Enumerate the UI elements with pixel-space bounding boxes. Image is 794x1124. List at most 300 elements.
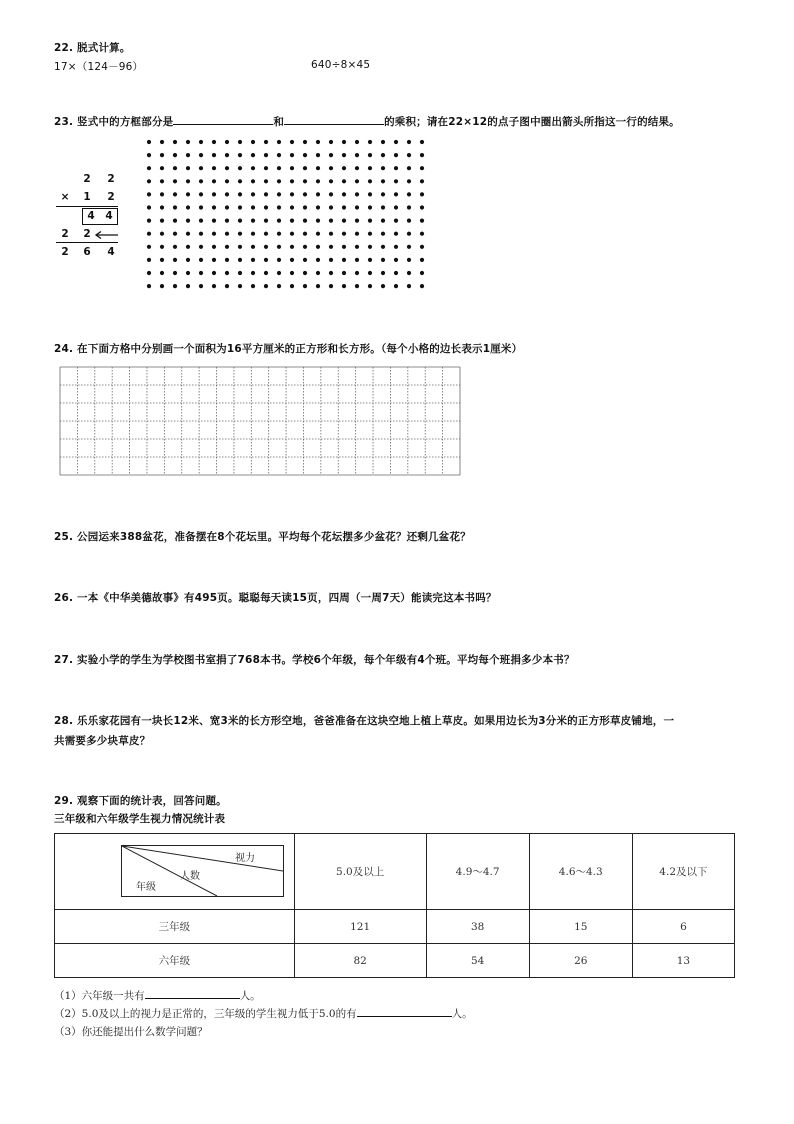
dot[interactable] <box>147 179 151 183</box>
dot[interactable] <box>316 179 320 183</box>
dot[interactable] <box>329 271 333 275</box>
q25-question: 25. 公园运来388盆花，准备摆在8个花坛里。平均每个花坛摆多少盆花？还剩几盆花？ <box>54 531 471 543</box>
dot[interactable] <box>420 179 424 183</box>
dot[interactable] <box>160 192 164 196</box>
q26-question: 26. 一本《中华美德故事》有495页。聪聪每天读15页，四周（一周7天）能读完这本书吗？ <box>54 592 497 604</box>
dot[interactable] <box>355 271 359 275</box>
dot[interactable] <box>355 232 359 236</box>
dot[interactable] <box>186 245 190 249</box>
dot[interactable] <box>394 140 398 144</box>
dot[interactable] <box>290 258 294 262</box>
dot[interactable] <box>186 271 190 275</box>
q29-question: 29. 观察下面的统计表，回答问题。 <box>54 795 227 807</box>
vm-row2-digit: 2 <box>107 191 115 203</box>
dot[interactable] <box>303 219 307 223</box>
column-header: 4.6～4.3 <box>529 834 632 910</box>
dot[interactable] <box>381 284 385 288</box>
dot[interactable] <box>290 166 294 170</box>
dot[interactable] <box>160 205 164 209</box>
dot[interactable] <box>316 245 320 249</box>
q22-expression-1: 17×（124－96） <box>54 61 144 73</box>
dot[interactable] <box>420 192 424 196</box>
vm-line-2 <box>56 242 118 243</box>
dot[interactable] <box>407 192 411 196</box>
dot[interactable] <box>251 271 255 275</box>
dot[interactable] <box>290 219 294 223</box>
dot[interactable] <box>186 205 190 209</box>
dot[interactable] <box>355 140 359 144</box>
dot[interactable] <box>381 205 385 209</box>
dot[interactable] <box>342 166 346 170</box>
dot[interactable] <box>394 245 398 249</box>
dot[interactable] <box>173 153 177 157</box>
dot[interactable] <box>160 166 164 170</box>
dot[interactable] <box>342 179 346 183</box>
dot[interactable] <box>199 219 203 223</box>
dot[interactable] <box>199 153 203 157</box>
dot[interactable] <box>251 140 255 144</box>
dot[interactable] <box>251 205 255 209</box>
dot[interactable] <box>251 179 255 183</box>
dot[interactable] <box>225 192 229 196</box>
dot[interactable] <box>368 166 372 170</box>
dot[interactable] <box>355 205 359 209</box>
dot[interactable] <box>173 271 177 275</box>
dot[interactable] <box>238 219 242 223</box>
dot[interactable] <box>407 166 411 170</box>
dot[interactable] <box>212 140 216 144</box>
dot[interactable] <box>394 219 398 223</box>
dot[interactable] <box>238 179 242 183</box>
dot[interactable] <box>212 153 216 157</box>
dot[interactable] <box>420 219 424 223</box>
dot[interactable] <box>394 284 398 288</box>
dot[interactable] <box>264 245 268 249</box>
dot[interactable] <box>381 245 385 249</box>
dot[interactable] <box>368 153 372 157</box>
dot[interactable] <box>277 179 281 183</box>
dot[interactable] <box>329 192 333 196</box>
dot[interactable] <box>316 232 320 236</box>
dot[interactable] <box>394 192 398 196</box>
dot[interactable] <box>225 205 229 209</box>
dot[interactable] <box>329 284 333 288</box>
dot[interactable] <box>147 258 151 262</box>
dot[interactable] <box>368 258 372 262</box>
dot[interactable] <box>303 284 307 288</box>
dot[interactable] <box>212 205 216 209</box>
dot[interactable] <box>264 258 268 262</box>
dot[interactable] <box>342 284 346 288</box>
dot[interactable] <box>264 232 268 236</box>
dot[interactable] <box>264 192 268 196</box>
dot[interactable] <box>355 284 359 288</box>
dot[interactable] <box>147 166 151 170</box>
dot[interactable] <box>407 205 411 209</box>
dot[interactable] <box>420 140 424 144</box>
dot[interactable] <box>212 179 216 183</box>
vm-row1-digit: 2 <box>83 173 91 185</box>
dot[interactable] <box>225 232 229 236</box>
dot[interactable] <box>290 284 294 288</box>
dot[interactable] <box>355 153 359 157</box>
dot[interactable] <box>303 258 307 262</box>
dot[interactable] <box>290 245 294 249</box>
dot[interactable] <box>277 192 281 196</box>
dot[interactable] <box>303 166 307 170</box>
dot[interactable] <box>199 271 203 275</box>
dot[interactable] <box>251 232 255 236</box>
dot[interactable] <box>199 166 203 170</box>
dot[interactable] <box>381 153 385 157</box>
dot[interactable] <box>225 140 229 144</box>
dot[interactable] <box>329 232 333 236</box>
q24-question: 24. 在下面方格中分别画一个面积为16平方厘米的正方形和长方形。（每个小格的边长表示1厘米） <box>54 343 523 355</box>
dot[interactable] <box>225 245 229 249</box>
dot[interactable] <box>277 166 281 170</box>
dot[interactable] <box>238 258 242 262</box>
dot[interactable] <box>381 232 385 236</box>
row-label: 六年级 <box>55 944 295 978</box>
dot[interactable] <box>199 284 203 288</box>
table-title: 三年级和六年级学生视力情况统计表 <box>54 813 226 825</box>
dot[interactable] <box>368 205 372 209</box>
dot[interactable] <box>303 179 307 183</box>
dot[interactable] <box>160 153 164 157</box>
dot[interactable] <box>238 166 242 170</box>
dot[interactable] <box>407 140 411 144</box>
dot[interactable] <box>368 192 372 196</box>
dot[interactable] <box>277 284 281 288</box>
dot[interactable] <box>251 219 255 223</box>
dot[interactable] <box>420 205 424 209</box>
dot[interactable] <box>407 284 411 288</box>
dot[interactable] <box>407 271 411 275</box>
dot[interactable] <box>264 153 268 157</box>
dot[interactable] <box>238 205 242 209</box>
dot[interactable] <box>381 192 385 196</box>
dot[interactable] <box>160 271 164 275</box>
dot[interactable] <box>277 232 281 236</box>
dot[interactable] <box>225 153 229 157</box>
dot[interactable] <box>394 205 398 209</box>
dot[interactable] <box>212 166 216 170</box>
q23-text-b: 和 <box>273 116 285 128</box>
dot[interactable] <box>186 258 190 262</box>
dot[interactable] <box>147 153 151 157</box>
dot[interactable] <box>329 140 333 144</box>
dot[interactable] <box>212 258 216 262</box>
dot[interactable] <box>342 140 346 144</box>
dot[interactable] <box>290 271 294 275</box>
dot[interactable] <box>368 271 372 275</box>
dot[interactable] <box>355 245 359 249</box>
dot[interactable] <box>303 140 307 144</box>
dot[interactable] <box>251 284 255 288</box>
dot[interactable] <box>381 271 385 275</box>
dot[interactable] <box>342 153 346 157</box>
dot[interactable] <box>277 245 281 249</box>
dot[interactable] <box>381 140 385 144</box>
dot[interactable] <box>407 219 411 223</box>
square-grid[interactable] <box>59 366 461 478</box>
dot[interactable] <box>368 219 372 223</box>
dot[interactable] <box>238 232 242 236</box>
vm-result-digit: 4 <box>107 246 115 258</box>
dot[interactable] <box>147 192 151 196</box>
dot[interactable] <box>420 271 424 275</box>
q23-text-c: 的乘积；请在22×12的点子图中圈出箭头所指这一行的结果。 <box>384 116 680 128</box>
dot[interactable] <box>394 153 398 157</box>
dot[interactable] <box>199 205 203 209</box>
dot[interactable] <box>303 153 307 157</box>
dot[interactable] <box>342 205 346 209</box>
dot[interactable] <box>329 205 333 209</box>
dot[interactable] <box>173 284 177 288</box>
header-corner-cell <box>55 834 295 910</box>
dot[interactable] <box>420 166 424 170</box>
dot[interactable] <box>212 232 216 236</box>
corner-label-count: 人数 <box>180 871 200 882</box>
dot[interactable] <box>147 140 151 144</box>
dot[interactable] <box>225 284 229 288</box>
dot[interactable] <box>342 192 346 196</box>
dot[interactable] <box>277 219 281 223</box>
dot[interactable] <box>368 232 372 236</box>
sub2-blank[interactable] <box>357 1005 452 1017</box>
dot[interactable] <box>420 258 424 262</box>
q23-blank-1[interactable] <box>173 113 273 125</box>
slash-header-box <box>121 845 284 897</box>
table-cell: 38 <box>426 910 529 944</box>
dot[interactable] <box>186 284 190 288</box>
dot[interactable] <box>147 205 151 209</box>
dot[interactable] <box>277 271 281 275</box>
dot[interactable] <box>381 179 385 183</box>
dot[interactable] <box>290 153 294 157</box>
dot[interactable] <box>329 153 333 157</box>
dot[interactable] <box>199 192 203 196</box>
dot[interactable] <box>147 284 151 288</box>
dot[interactable] <box>355 179 359 183</box>
dot[interactable] <box>186 232 190 236</box>
table-cell: 26 <box>529 944 632 978</box>
dot[interactable] <box>173 258 177 262</box>
dot[interactable] <box>186 153 190 157</box>
dot[interactable] <box>173 205 177 209</box>
dot[interactable] <box>407 245 411 249</box>
dot[interactable] <box>160 140 164 144</box>
dot[interactable] <box>212 192 216 196</box>
dot[interactable] <box>199 232 203 236</box>
dot[interactable] <box>420 284 424 288</box>
q22-expression-2: 640÷8×45 <box>311 59 371 71</box>
dot[interactable] <box>394 271 398 275</box>
dot[interactable] <box>199 258 203 262</box>
dot[interactable] <box>316 219 320 223</box>
dot[interactable] <box>329 166 333 170</box>
dot[interactable] <box>173 166 177 170</box>
dot[interactable] <box>160 179 164 183</box>
dot[interactable] <box>303 192 307 196</box>
dot[interactable] <box>160 284 164 288</box>
dot[interactable] <box>173 140 177 144</box>
dot[interactable] <box>329 258 333 262</box>
q28-question-line2: 共需要多少块草皮？ <box>54 735 151 747</box>
dot[interactable] <box>342 219 346 223</box>
dot[interactable] <box>186 192 190 196</box>
dot[interactable] <box>277 258 281 262</box>
dot[interactable] <box>303 232 307 236</box>
dot[interactable] <box>186 166 190 170</box>
dot[interactable] <box>420 245 424 249</box>
dot[interactable] <box>199 179 203 183</box>
dot[interactable] <box>147 232 151 236</box>
dot[interactable] <box>147 245 151 249</box>
dot[interactable] <box>407 258 411 262</box>
q23-blank-2[interactable] <box>284 113 384 125</box>
dot[interactable] <box>173 192 177 196</box>
vertical-multiplication <box>54 168 124 268</box>
dot[interactable] <box>303 245 307 249</box>
dot[interactable] <box>316 284 320 288</box>
q23-text-a: 23. 竖式中的方框部分是 <box>54 116 174 128</box>
dot[interactable] <box>264 140 268 144</box>
dot[interactable] <box>186 140 190 144</box>
dot[interactable] <box>173 245 177 249</box>
vm-result-digit: 2 <box>61 246 69 258</box>
dot[interactable] <box>303 271 307 275</box>
dot[interactable] <box>212 219 216 223</box>
dot[interactable] <box>381 219 385 223</box>
dot[interactable] <box>316 166 320 170</box>
dot[interactable] <box>368 179 372 183</box>
dot[interactable] <box>160 219 164 223</box>
dot[interactable] <box>173 179 177 183</box>
dot[interactable] <box>316 153 320 157</box>
dot[interactable] <box>186 179 190 183</box>
dot[interactable] <box>355 219 359 223</box>
dot[interactable] <box>186 219 190 223</box>
dot[interactable] <box>264 284 268 288</box>
dot[interactable] <box>277 205 281 209</box>
dot[interactable] <box>394 179 398 183</box>
dot[interactable] <box>303 205 307 209</box>
dot[interactable] <box>251 153 255 157</box>
dot[interactable] <box>381 258 385 262</box>
sub1-text-a: （1）六年级一共有 <box>54 990 145 1002</box>
dot[interactable] <box>355 166 359 170</box>
dot[interactable] <box>212 245 216 249</box>
dot[interactable] <box>238 271 242 275</box>
dot[interactable] <box>212 271 216 275</box>
dot[interactable] <box>238 192 242 196</box>
dot[interactable] <box>251 166 255 170</box>
dot-grid-22x12[interactable] <box>145 138 435 294</box>
dot[interactable] <box>342 245 346 249</box>
dot[interactable] <box>264 271 268 275</box>
dot[interactable] <box>290 140 294 144</box>
dot[interactable] <box>238 245 242 249</box>
dot[interactable] <box>316 140 320 144</box>
dot[interactable] <box>394 232 398 236</box>
dot[interactable] <box>342 232 346 236</box>
dot[interactable] <box>225 219 229 223</box>
dot[interactable] <box>147 271 151 275</box>
dot[interactable] <box>394 166 398 170</box>
dot[interactable] <box>173 219 177 223</box>
dot[interactable] <box>355 258 359 262</box>
dot[interactable] <box>251 192 255 196</box>
dot[interactable] <box>290 232 294 236</box>
dot[interactable] <box>368 284 372 288</box>
dot[interactable] <box>238 284 242 288</box>
dot[interactable] <box>225 166 229 170</box>
dot[interactable] <box>251 245 255 249</box>
dot[interactable] <box>212 284 216 288</box>
dot[interactable] <box>316 271 320 275</box>
q29-sub3: （3）你还能提出什么数学问题？ <box>54 1026 208 1038</box>
boxed-digit: 4 <box>105 210 113 222</box>
dot[interactable] <box>160 258 164 262</box>
dot[interactable] <box>342 271 346 275</box>
sub1-blank[interactable] <box>145 987 240 999</box>
dot[interactable] <box>199 245 203 249</box>
dot[interactable] <box>290 205 294 209</box>
dot[interactable] <box>316 258 320 262</box>
dot[interactable] <box>355 192 359 196</box>
dot[interactable] <box>160 232 164 236</box>
dot[interactable] <box>147 219 151 223</box>
dot[interactable] <box>173 232 177 236</box>
dot[interactable] <box>264 179 268 183</box>
dot[interactable] <box>329 245 333 249</box>
dot[interactable] <box>368 140 372 144</box>
dot[interactable] <box>407 232 411 236</box>
dot[interactable] <box>316 192 320 196</box>
dot[interactable] <box>329 179 333 183</box>
dot[interactable] <box>160 245 164 249</box>
dot[interactable] <box>394 258 398 262</box>
dot[interactable] <box>225 179 229 183</box>
dot[interactable] <box>251 258 255 262</box>
dot[interactable] <box>290 192 294 196</box>
dot[interactable] <box>381 166 385 170</box>
sub2-text-a: （2）5.0及以上的视力是正常的，三年级的学生视力低于5.0的有 <box>54 1008 357 1020</box>
dot[interactable] <box>225 271 229 275</box>
q27-question: 27. 实验小学的学生为学校图书室捐了768本书。学校6个年级，每个年级有4个班。平均每个班捐多少本书？ <box>54 654 575 666</box>
dot[interactable] <box>329 219 333 223</box>
dot[interactable] <box>277 153 281 157</box>
dot[interactable] <box>238 140 242 144</box>
dot[interactable] <box>264 166 268 170</box>
dot[interactable] <box>342 258 346 262</box>
column-header: 4.2及以下 <box>632 834 734 910</box>
dot[interactable] <box>277 140 281 144</box>
dot[interactable] <box>368 245 372 249</box>
dot[interactable] <box>316 205 320 209</box>
dot[interactable] <box>264 219 268 223</box>
dot[interactable] <box>407 179 411 183</box>
dot[interactable] <box>420 153 424 157</box>
dot[interactable] <box>420 232 424 236</box>
dot[interactable] <box>407 153 411 157</box>
dot[interactable] <box>290 179 294 183</box>
dot[interactable] <box>199 140 203 144</box>
dot[interactable] <box>264 205 268 209</box>
dot[interactable] <box>225 258 229 262</box>
dot[interactable] <box>238 153 242 157</box>
